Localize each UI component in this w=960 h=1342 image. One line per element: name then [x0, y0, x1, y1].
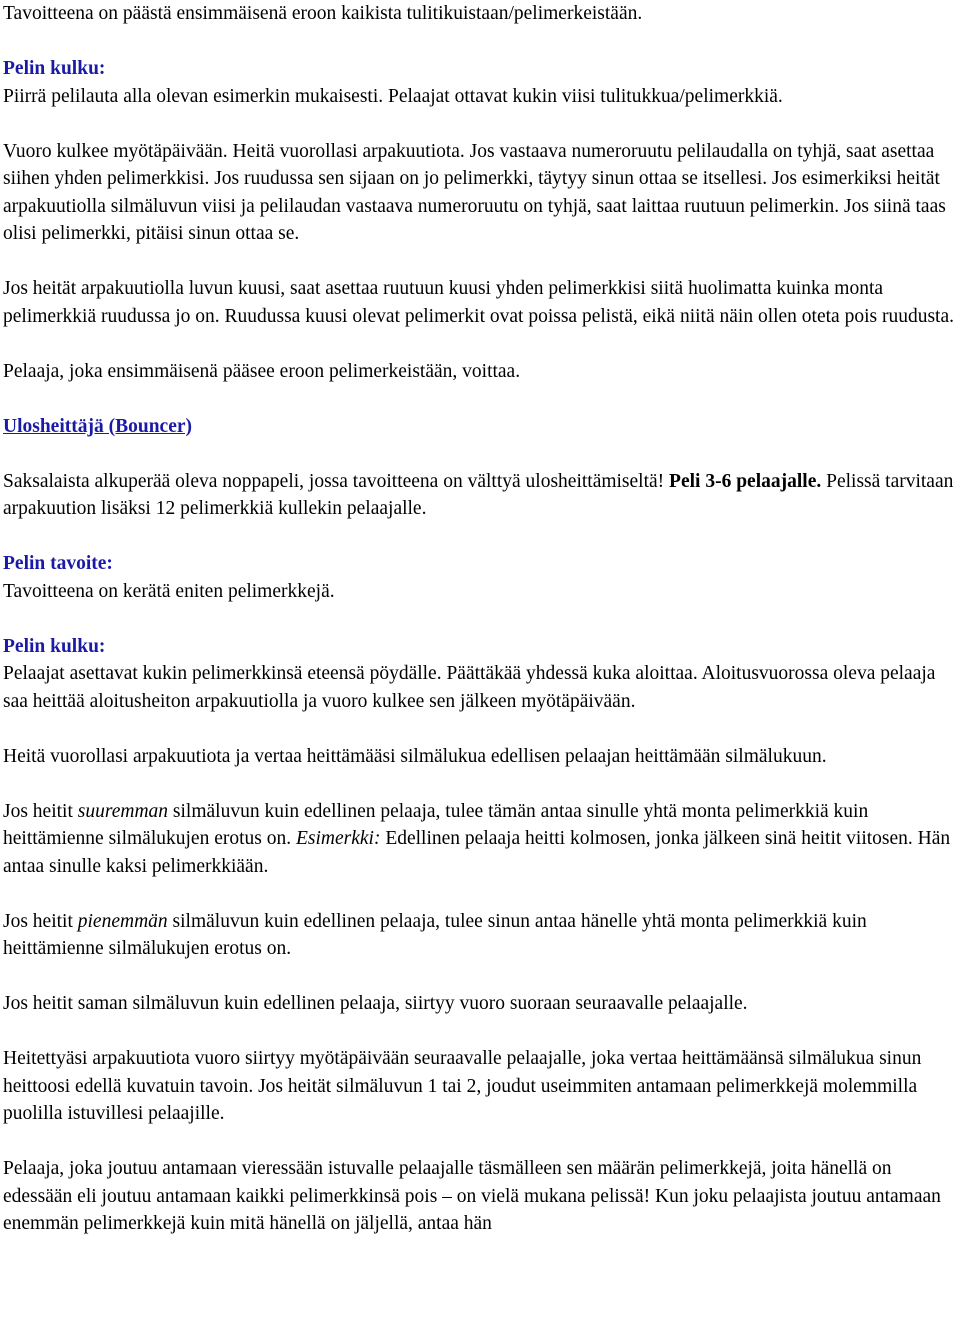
- game2-player-count: Peli 3-6 pelaajalle.: [669, 470, 822, 492]
- game1-flow-paragraph-4: Pelaaja, joka ensimmäisenä pääsee eroon pelimerkeistään, voittaa.: [3, 360, 521, 382]
- spacer: [3, 1018, 958, 1046]
- game1-flow-paragraph-1: Piirrä pelilauta alla olevan esimerkin mukaisesti. Pelaajat ottavat kukin viisi tulitukkua/pelimerkkiä.: [3, 85, 783, 107]
- text-run: silmäluvun kuin edellinen pelaaja, tulee sinun antaa hänelle yhtä monta pelimerkkiä kuin heittämienne silmälukujen erotus on.: [3, 910, 867, 959]
- spacer: [3, 440, 958, 468]
- game2-flow-paragraph-7: Pelaaja, joka joutuu antamaan vieressään istuvalle pelaajalle täsmälleen sen määrän pelimerkkejä, joita hänellä on edessään eli joutuu antamaan kaikki pelimerkkinsä pois – on vielä mukana pelissä! Kun joku pelaajista joutuu antamaan enemmän pelimerkkejä kuin mitä hänellä on jäljellä, antaa hän: [3, 1158, 941, 1234]
- spacer: [3, 248, 958, 276]
- game2-flow-paragraph-3: [3, 798, 958, 881]
- game2-flow-heading: Pelin kulku:: [3, 635, 106, 657]
- spacer: [3, 523, 958, 551]
- intro-goal-text: Tavoitteena on päästä ensimmäisenä eroon kaikista tulitikuistaan/pelimerkeistään.: [3, 3, 643, 24]
- game2-flow-paragraph-4: [3, 908, 958, 963]
- game2-goal-text: Tavoitteena on kerätä eniten pelimerkkejä.: [3, 580, 335, 602]
- text-run: silmäluvun kuin edellinen pelaaja, tulee tämän antaa sinulle yhtä monta pelimerkkiä kuin heittämienne silmälukujen erotus on.: [3, 800, 869, 849]
- game2-flow-paragraph-1: Pelaajat asettavat kukin pelimerkkinsä eteensä pöydälle. Päättäkää yhdessä kuka aloittaa. Aloitusvuorossa oleva pelaaja saa heittää aloitusheiton arpakuutiolla ja vuoro kulkee sen jälkeen myötäpäivään.: [3, 663, 936, 712]
- text-run: Jos heitit: [3, 910, 73, 932]
- game2-flow-paragraph-2: Heitä vuorollasi arpakuutiota ja vertaa heittämääsi silmälukua edellisen pelaajan heittämään silmälukuun.: [3, 745, 827, 767]
- game1-flow-heading: Pelin kulku:: [3, 58, 106, 79]
- text-run: Edellinen pelaaja heitti kolmosen, jonka jälkeen sinä heitit viitosen. Hän antaa sinulle kaksi pelimerkkiään.: [3, 828, 951, 877]
- spacer: [3, 330, 958, 358]
- game1-flow-paragraph-3: Jos heität arpakuutiolla luvun kuusi, saat asettaa ruutuun kuusi yhden pelimerkkisi siitä huolimatta kuinka monta pelimerkkiä ruudussa jo on. Ruudussa kuusi olevat pelimerkit ovat poissa pelistä, eikä niitä näin ollen oteta pois ruudusta.: [3, 278, 954, 327]
- game2-goal-heading: Pelin tavoite:: [3, 553, 113, 574]
- game2-intro-text-a: Saksalaista alkuperää oleva noppapeli, jossa tavoitteena on välttyä ulosheittämiseltä!: [3, 470, 665, 492]
- spacer: [3, 715, 958, 743]
- game2-intro-text-b: Pelissä tarvitaan arpakuution lisäksi 12 pelimerkkiä kullekin pelaajalle.: [3, 470, 954, 519]
- spacer: [3, 770, 958, 798]
- game2-flow-paragraph-5: Jos heitit saman silmäluvun kuin edellinen pelaaja, siirtyy vuoro suoraan seuraavalle pelaajalle.: [3, 993, 748, 1014]
- game2-intro: [3, 468, 958, 523]
- emphasis-larger: suuremman: [77, 800, 169, 822]
- game1-flow-paragraph-2: Vuoro kulkee myötäpäivään. Heitä vuorollasi arpakuutiota. Jos vastaava numeroruutu pelilaudalla on tyhjä, saat asettaa siihen yhden pelimerkkisi. Jos ruudussa sen sijaan on jo pelimerkki, täytyy sinun ottaa se itsellesi. Jos esimerkiksi heität arpakuutiolla silmäluvun viisi ja pelilaudan vastaava numeroruutu on tyhjä, saat laittaa ruutuun pelimerkin. Jos siinä taas olisi pelimerkki, pitäisi sinun ottaa se.: [3, 140, 946, 244]
- text-run: Jos heitit: [3, 800, 73, 822]
- game2-title: Ulosheittäjä (Bouncer): [3, 415, 193, 437]
- game2-flow-paragraph-6: Heitettyäsi arpakuutiota vuoro siirtyy myötäpäivään seuraavalle pelaajalle, joka vertaa heittämäänsä silmälukua sinun heittoosi edellä kuvatuin tavoin. Jos heität silmäluvun 1 tai 2, joudut useimmiten antamaan pelimerkkejä molemmilla puolilla istuvillesi pelaajille.: [3, 1048, 922, 1124]
- spacer: [3, 110, 958, 138]
- spacer: [3, 963, 958, 991]
- spacer: [3, 385, 958, 413]
- emphasis-example: Esimerkki:: [295, 828, 381, 849]
- spacer: [3, 605, 958, 633]
- spacer: [3, 1128, 958, 1156]
- spacer: [3, 880, 958, 908]
- spacer: [3, 28, 958, 56]
- emphasis-smaller: pienemmän: [77, 910, 168, 932]
